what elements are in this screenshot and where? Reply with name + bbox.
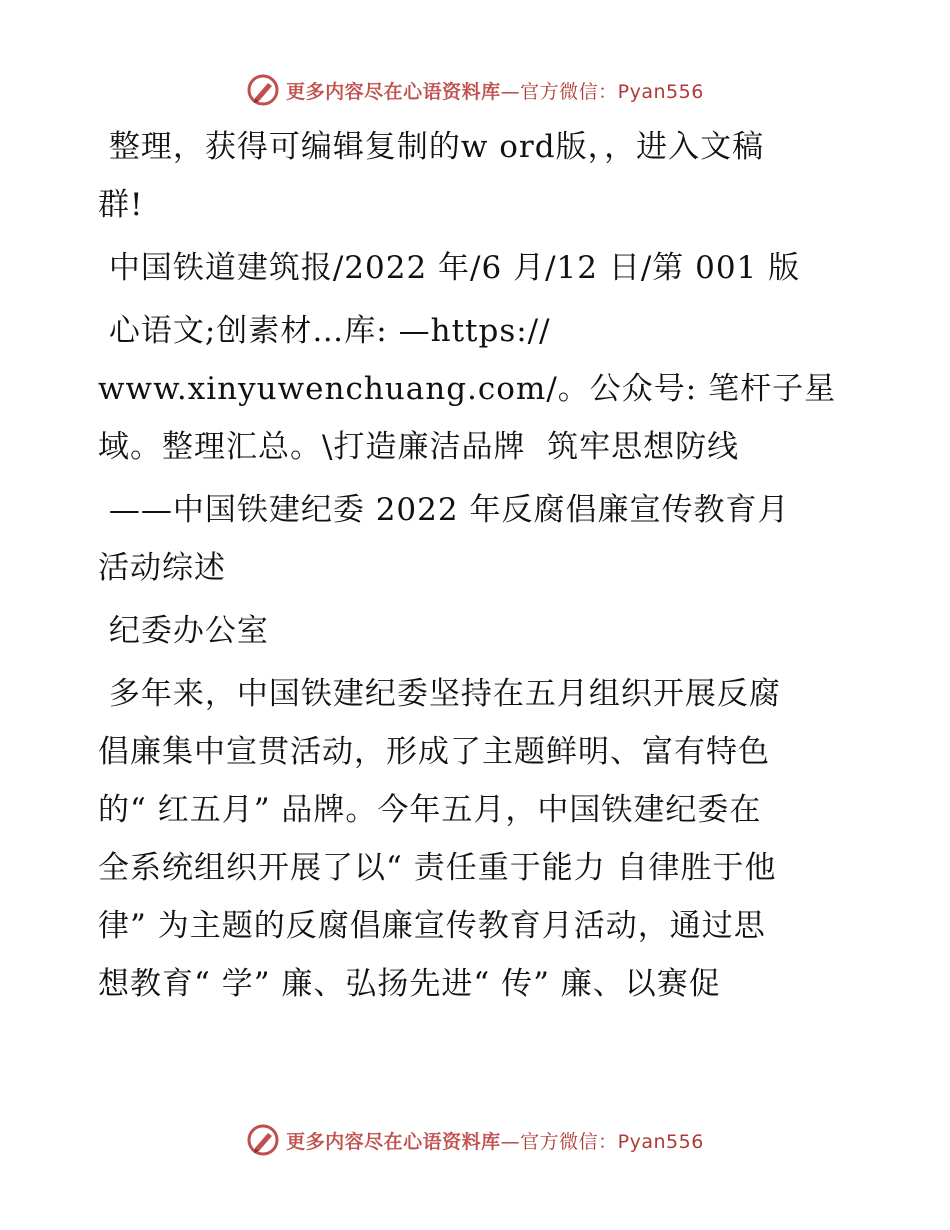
text-line: 的“ 红五月” 品牌。今年五月，中国铁建纪委在 xyxy=(98,792,762,828)
text-line: 域。整理汇总。\打造廉洁品牌 筑牢思想防线 xyxy=(98,429,740,465)
text-line: 倡廉集中宣贯活动，形成了主题鲜明、富有特色 xyxy=(98,734,770,770)
paragraph-intro xyxy=(98,118,858,234)
paragraph-subtitle xyxy=(98,481,858,597)
text-line: 想教育“ 学” 廉、弘扬先进“ 传” 廉、以赛促 xyxy=(98,966,721,1002)
watermark-group xyxy=(246,73,704,107)
watermark-footer xyxy=(0,1120,950,1160)
watermark-separator: — xyxy=(500,80,521,103)
text-line: www.xinyuwenchuang.com/。公众号: 笔杆子星 xyxy=(98,371,837,407)
paragraph-source xyxy=(98,239,858,297)
paragraph-main xyxy=(98,665,858,1013)
watermark-header xyxy=(0,70,950,110)
text-line: 群! xyxy=(98,187,144,223)
text-line: 全系统组织开展了以“ 责任重于能力 自律胜于他 xyxy=(98,850,777,886)
watermark-text xyxy=(286,1127,704,1154)
text-line: 纪委办公室 xyxy=(98,613,269,649)
watermark-official: 官方微信：Pyan556 xyxy=(520,1130,704,1153)
text-line: 心语文;创素材…库: —https:// xyxy=(98,313,551,349)
watermark-main: 更多内容尽在心语资料库 xyxy=(286,1130,501,1153)
paragraph-author xyxy=(98,602,858,660)
watermark-separator: — xyxy=(500,1130,521,1153)
paragraph-website xyxy=(98,302,858,476)
watermark-official: 官方微信：Pyan556 xyxy=(520,80,704,103)
text-line: ——中国铁建纪委 2022 年反腐倡廉宣传教育月 xyxy=(98,492,790,528)
text-line: 整理，获得可编辑复制的w ord版，，进入文稿 xyxy=(98,129,765,165)
document-body xyxy=(98,118,858,1013)
watermark-group xyxy=(246,1123,704,1157)
text-line: 活动综述 xyxy=(98,550,226,586)
pen-circle-icon xyxy=(246,73,280,107)
text-line: 律” 为主题的反腐倡廉宣传教育月活动，通过思 xyxy=(98,908,766,944)
watermark-main: 更多内容尽在心语资料库 xyxy=(286,80,501,103)
text-line: 中国铁道建筑报/2022 年/6 月/12 日/第 001 版 xyxy=(98,250,801,286)
pen-circle-icon xyxy=(246,1123,280,1157)
text-line: 多年来，中国铁建纪委坚持在五月组织开展反腐 xyxy=(98,676,781,712)
watermark-text xyxy=(286,77,704,104)
